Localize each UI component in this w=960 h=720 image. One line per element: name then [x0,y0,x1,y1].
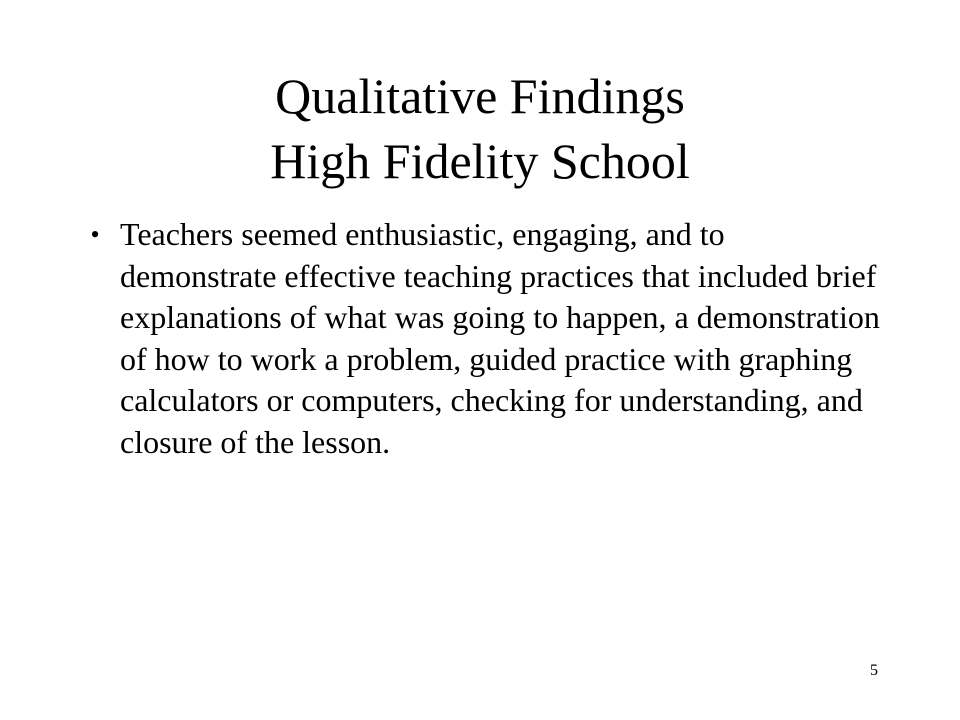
bullet-icon: • [90,220,100,249]
slide-body [82,214,882,463]
bullet-item [82,214,882,463]
title-line-2: High Fidelity School [270,133,690,189]
slide-title [0,64,960,194]
bullet-text: Teachers seemed enthusiastic, engaging, and to demonstrate effective teaching practices that included brief explanations of what was going to happen, a demonstration of how to work a problem, guided practice with graphing calculators or computers, checking for understanding, and closure of the lesson. [120,216,880,460]
title-line-1: Qualitative Findings [275,68,685,124]
page-number: 5 [870,662,878,679]
